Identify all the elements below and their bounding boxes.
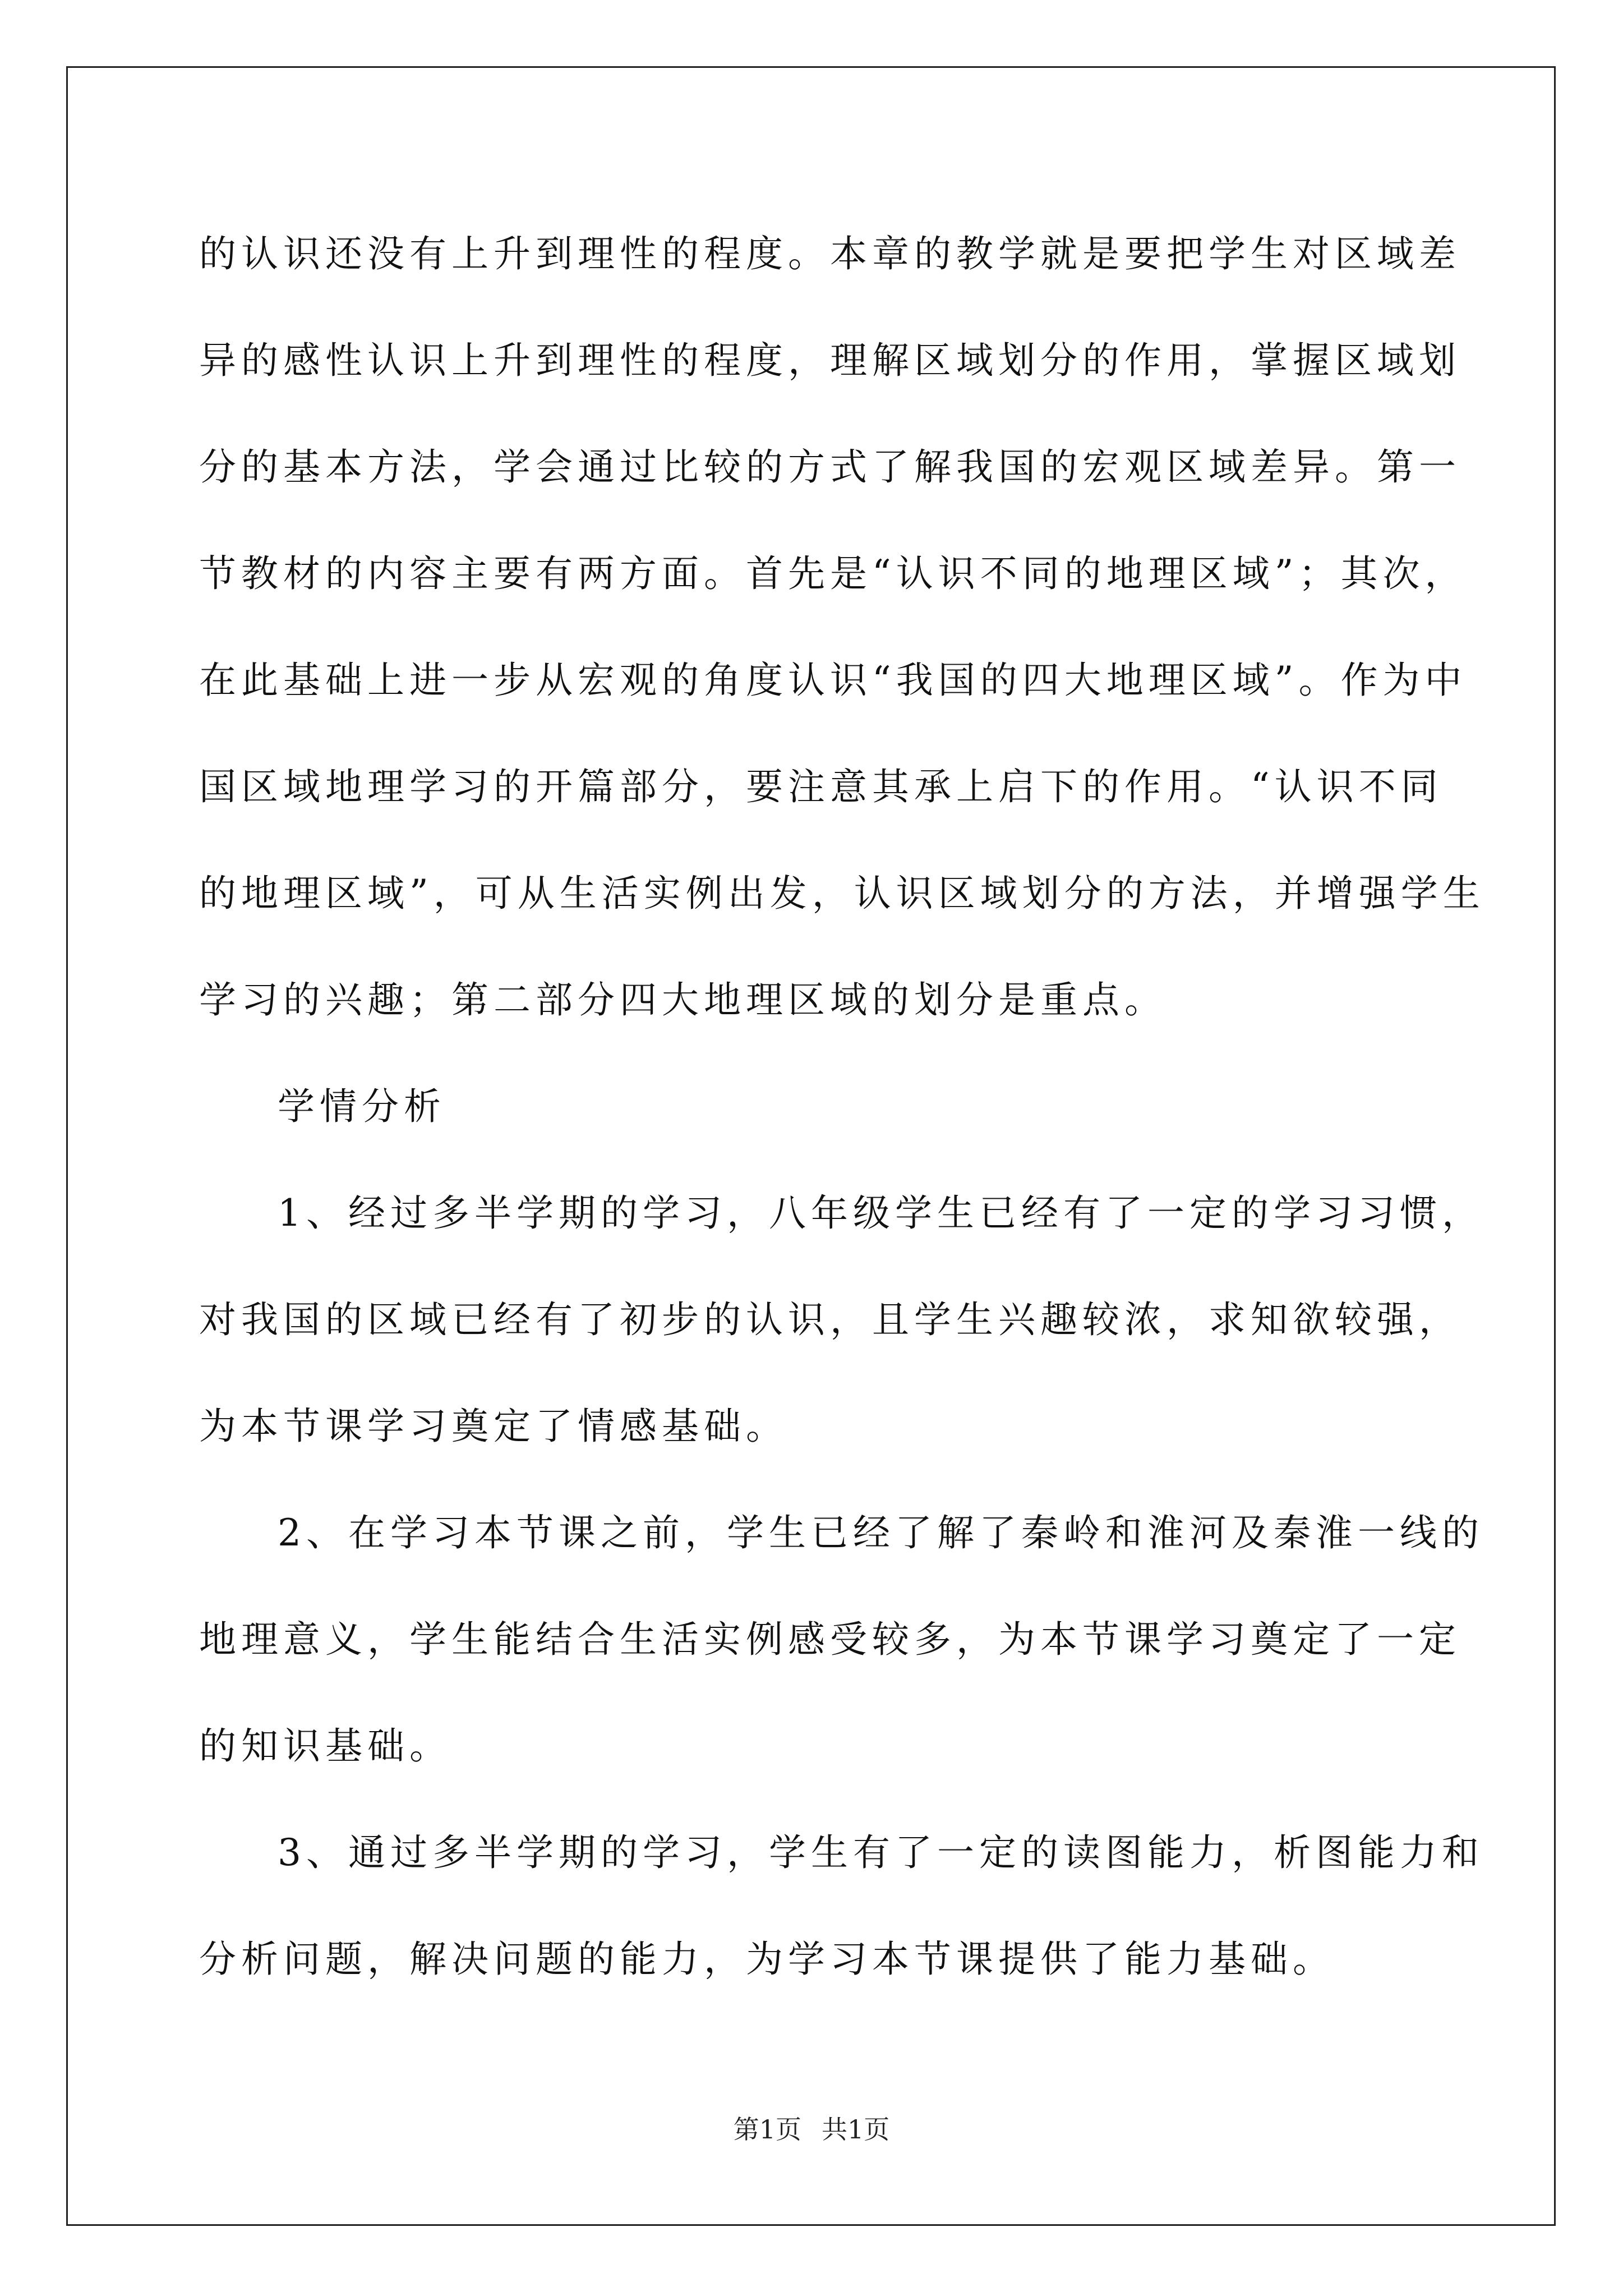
section-heading: 学情分析 [278, 1085, 446, 1128]
text-line: 异的感性认识上升到理性的程度，理解区域划分的作用，掌握区域划 [199, 339, 1461, 382]
text-line: 对我国的区域已经有了初步的认识，且学生兴趣较浓，求知欲较强， [199, 1298, 1461, 1341]
text-line: 分的基本方法，学会通过比较的方式了解我国的宏观区域差异。第一 [199, 445, 1461, 489]
text-line: 地理意义，学生能结合生活实例感受较多，为本节课学习奠定了一定 [199, 1618, 1461, 1661]
page-total: 共1页 [822, 2114, 890, 2145]
text-line: 国区域地理学习的开篇部分，要注意其承上启下的作用。“认识不同 [199, 765, 1443, 808]
text-line: 在此基础上进一步从宏观的角度认识“我国的四大地理区域”。作为中 [199, 659, 1467, 702]
document-body [199, 201, 1485, 2013]
text-line: 2、在学习本节课之前，学生已经了解了秦岭和淮河及秦淮一线的 [278, 1511, 1484, 1554]
text-line: 的地理区域”，可从生活实例出发，认识区域划分的方法，并增强学生 [199, 872, 1485, 915]
text-line: 学习的兴趣；第二部分四大地理区域的划分是重点。 [199, 978, 1166, 1022]
page-footer [0, 2109, 1623, 2146]
text-line: 为本节课学习奠定了情感基础。 [199, 1405, 788, 1448]
text-line: 的知识基础。 [199, 1724, 451, 1768]
text-line: 的认识还没有上升到理性的程度。本章的教学就是要把学生对区域差 [199, 232, 1461, 275]
text-line: 3、通过多半学期的学习，学生有了一定的读图能力，析图能力和 [278, 1831, 1484, 1874]
page-number: 第1页 [733, 2114, 801, 2145]
text-line: 1、经过多半学期的学习，八年级学生已经有了一定的学习习惯， [278, 1191, 1484, 1235]
text-line: 节教材的内容主要有两方面。首先是“认识不同的地理区域”；其次， [199, 552, 1467, 595]
text-line: 分析问题，解决问题的能力，为学习本节课提供了能力基础。 [199, 1938, 1335, 1981]
